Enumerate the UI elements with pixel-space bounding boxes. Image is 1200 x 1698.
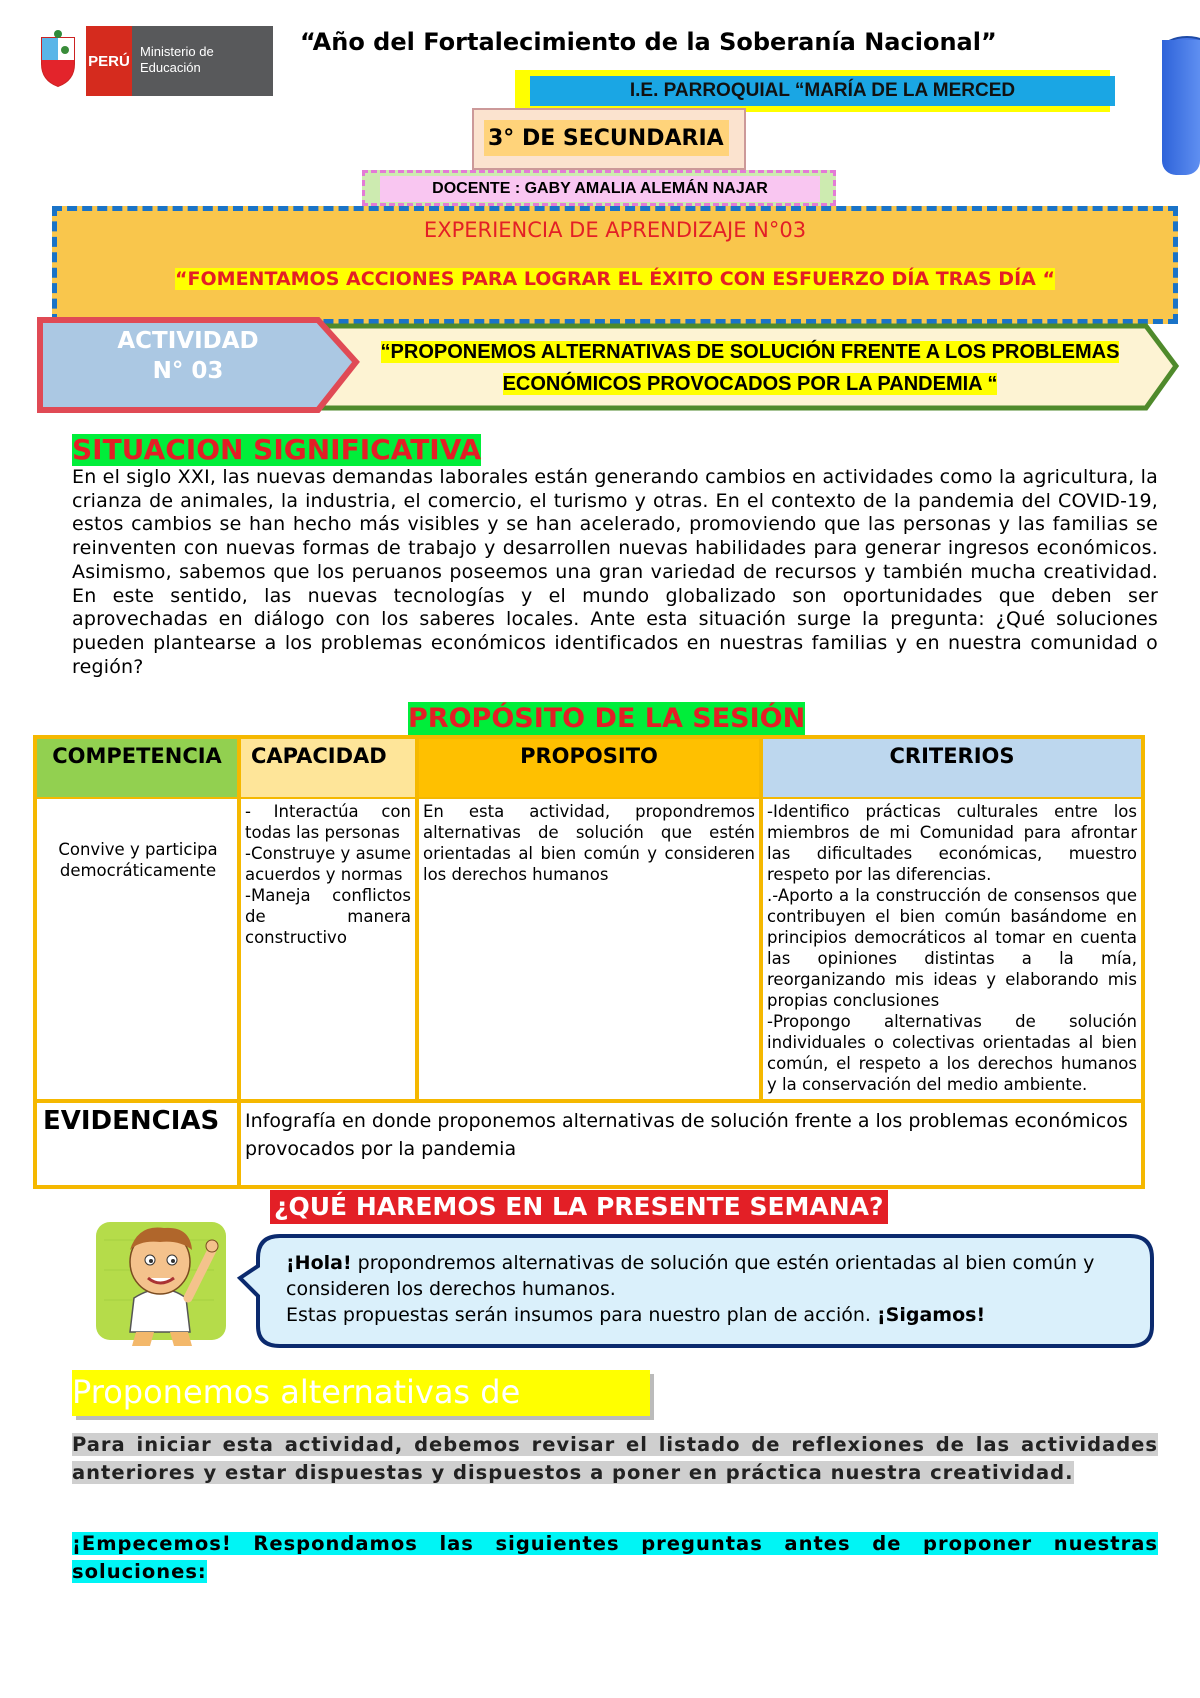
col-divider xyxy=(415,739,419,1099)
activity-title-line2: ECONÓMICOS PROVOCADOS POR LA PANDEMIA “ xyxy=(502,373,998,395)
header-competencia: COMPETENCIA xyxy=(37,739,237,797)
school-name: I.E. PARROQUIAL “MARÍA DE LA MERCED xyxy=(530,76,1115,106)
grade-label: 3° DE SECUNDARIA xyxy=(484,120,729,156)
ministry-label: Ministerio de Educación xyxy=(132,26,273,96)
start-paragraph-text: ¡Empecemos! Respondamos las siguientes preguntas antes de proponer nuestras soluciones: xyxy=(72,1532,1158,1583)
header-criterios: CRITERIOS xyxy=(763,739,1141,797)
peru-coat-of-arms-icon xyxy=(38,30,78,88)
peru-label: PERÚ xyxy=(86,26,132,96)
row-divider xyxy=(37,1099,1141,1103)
bubble-text xyxy=(286,1250,1146,1328)
decorative-cylinder xyxy=(1162,40,1200,175)
year-motto: “Año del Fortalecimiento de la Soberanía Nacional” xyxy=(300,28,997,56)
experience-title: EXPERIENCIA DE APRENDIZAJE N°03 xyxy=(423,218,807,242)
activity-label-line2: N° 03 xyxy=(152,358,224,384)
cell-competencia: Convive y participa democráticamente xyxy=(58,840,218,880)
activity-title-line1: “PROPONEMOS ALTERNATIVAS DE SOLUCIÓN FRENTE A LOS PROBLEMAS xyxy=(380,341,1120,363)
purpose-heading: PROPÓSITO DE LA SESIÓN xyxy=(408,703,806,734)
hello-label: ¡Hola! xyxy=(286,1252,352,1274)
experience-subtitle-text: “FOMENTAMOS ACCIONES PARA LOGRAR EL ÉXITO CON ESFUERZO DÍA TRAS DÍA “ xyxy=(175,268,1055,290)
start-paragraph xyxy=(72,1530,1158,1586)
cell-proposito: En esta actividad, propondremos alternativas de solución que estén orientadas al bien común y consideren los derechos humanos xyxy=(423,802,755,884)
intro-paragraph xyxy=(72,1431,1158,1487)
activity-label xyxy=(78,326,298,386)
situation-text: En el siglo XXI, las nuevas demandas laborales están generando cambios en actividades como la agricultura, la crianza de animales, la industria, el comercio, el turismo y otras. En el contexto de la pandemia del COVID-19, estos cambios se han hecho más visibles y se han acelerado, promoviendo que las personas y las familias se reinventen con nuevas formas de trabajo y desarrollen nuevas habilidades para generar ingresos económicos. Asimismo, sabemos que los peruanos poseemos una gran variedad de recursos y también mucha creatividad. En este sentido, las nuevas tecnologías y el mundo globalizado son oportunidades que deben ser aprovechadas en diálogo con los saberes locales. Ante esta situación surge la pregunta: ¿Qué soluciones pueden plantearse a los problemas económicos identificados en nuestras familias y en nuestra comunidad o región? xyxy=(72,466,1158,678)
header-capacidad: CAPACIDAD xyxy=(241,739,415,797)
lets-go-label: ¡Sigamos! xyxy=(877,1304,986,1326)
activity-label-line1: ACTIVIDAD xyxy=(117,328,259,354)
purpose-table xyxy=(33,735,1145,1189)
minedu-logo xyxy=(38,26,273,96)
evidence-text: Infografía en donde proponemos alternativas de solución frente a los problemas económicos provocados por la pandemia xyxy=(245,1110,1128,1160)
bubble-line2: Estas propuestas serán insumos para nuestro plan de acción. xyxy=(286,1304,877,1326)
experience-subtitle xyxy=(52,268,1178,290)
week-heading: ¿QUÉ HAREMOS EN LA PRESENTE SEMANA? xyxy=(270,1190,888,1224)
intro-paragraph-text: Para iniciar esta actividad, debemos revisar el listado de reflexiones de las actividades anteriores y estar dispuestas y dispuestos a poner en práctica nuestra creatividad. xyxy=(72,1433,1158,1484)
activity-title xyxy=(370,336,1130,400)
situation-heading: SITUACION SIGNIFICATIVA xyxy=(72,433,482,466)
evidence-label: EVIDENCIAS xyxy=(43,1106,220,1136)
boy-pointing-icon xyxy=(94,1210,234,1350)
teacher-name: DOCENTE : GABY AMALIA ALEMÁN NAJAR xyxy=(380,176,820,202)
section-heading: Proponemos alternativas de xyxy=(72,1370,650,1416)
cell-criterios: -Identifico prácticas culturales entre los miembros de mi Comunidad para afrontar las dificultades económicas, muestro respeto por las diferencias. .-Aporto a la construcción de consensos que contribuyen el bien común basándome en principios democráticos al tomar en cuenta las opiniones distintas a la mía, reorganizando mis ideas y elaborando mis propias conclusiones -Propongo alternativas de solución individuales o colectivas orientadas al bien común, el respeto a los derechos humanos y la conservación del medio ambiente. xyxy=(767,802,1137,1094)
cell-capacidad: - Interactúa con todas las personas -Construye y asume acuerdos y normas -Maneja conflictos de manera constructivo xyxy=(245,802,411,947)
header-proposito: PROPOSITO xyxy=(419,739,759,797)
bubble-line1: propondremos alternativas de solución que estén orientadas al bien común y consideren los derechos humanos. xyxy=(286,1252,1095,1300)
